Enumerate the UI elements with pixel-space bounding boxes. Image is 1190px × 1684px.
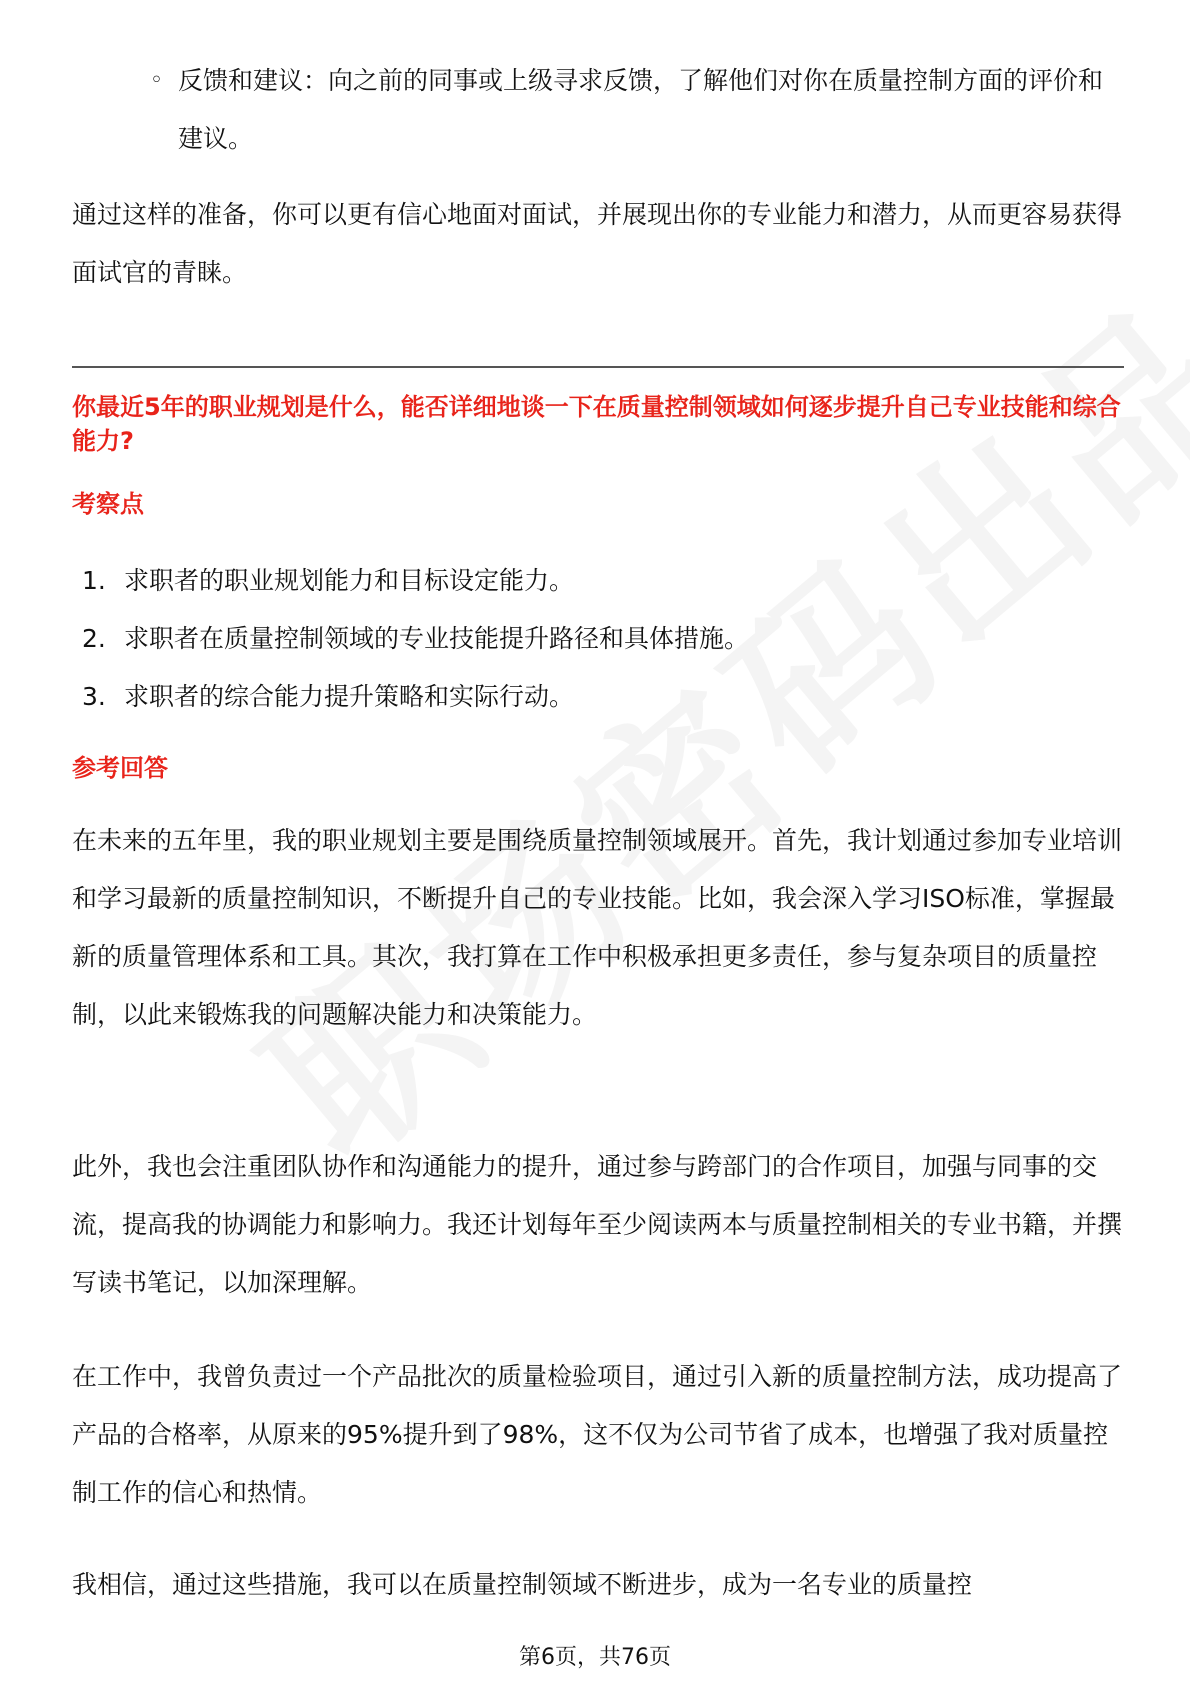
sub-bullet-text: 反馈和建议：向之前的同事或上级寻求反馈，了解他们对你在质量控制方面的评价和建议。: [178, 66, 1104, 153]
sub-bullet-item: [138, 52, 1118, 168]
intro-paragraph: 通过这样的准备，你可以更有信心地面对面试，并展现出你的专业能力和潜力，从而更容易获得面试官的青睐。: [72, 200, 1123, 287]
section-divider: [72, 366, 1124, 368]
answer-paragraph: 此外，我也会注重团队协作和沟通能力的提升，通过参与跨部门的合作项目，加强与同事的交流，提高我的协调能力和影响力。我还计划每年至少阅读两本与质量控制相关的专业书籍，并撰写读书笔记，以加深理解。: [72, 1152, 1123, 1297]
answer-paragraph: 在未来的五年里，我的职业规划主要是围绕质量控制领域展开。首先，我计划通过参加专业培训和学习最新的质量控制知识，不断提升自己的专业技能。比如，我会深入学习ISO标准，掌握最新的质量管理体系和工具。其次，我打算在工作中积极承担更多责任，参与复杂项目的质量控制，以此来锻炼我的问题解决能力和决策能力。: [72, 826, 1123, 1029]
page-number: 第6页，共76页: [519, 1645, 671, 1670]
answer-paragraph: 我相信，通过这些措施，我可以在质量控制领域不断进步，成为一名专业的质量控: [72, 1570, 973, 1599]
considerations-heading: 考察点: [72, 490, 144, 518]
watermark: [202, 421, 1059, 1199]
list-item-text: 求职者在质量控制领域的专业技能提升路径和具体措施。: [124, 624, 750, 653]
list-item-text: 求职者的综合能力提升策略和实际行动。: [124, 682, 575, 711]
question-heading: 你最近5年的职业规划是什么，能否详细地谈一下在质量控制领域如何逐步提升自己专业技能和综合能力?: [72, 393, 1121, 455]
answer-heading: 参考回答: [72, 754, 168, 782]
hollow-bullet-icon: ◦: [150, 68, 163, 93]
list-item: [82, 552, 1082, 610]
considerations-list: [82, 552, 1082, 726]
answer-paragraph: 在工作中，我曾负责过一个产品批次的质量检验项目，通过引入新的质量控制方法，成功提高了产品的合格率，从原来的95%提升到了98%，这不仅为公司节省了成本，也增强了我对质量控制工作的信心和热情。: [72, 1362, 1123, 1507]
list-number: 3.: [82, 682, 106, 711]
list-item: [82, 668, 1082, 726]
list-item-text: 求职者的职业规划能力和目标设定能力。: [124, 566, 575, 595]
list-item: [82, 610, 1082, 668]
list-number: 1.: [82, 566, 106, 595]
list-number: 2.: [82, 624, 106, 653]
